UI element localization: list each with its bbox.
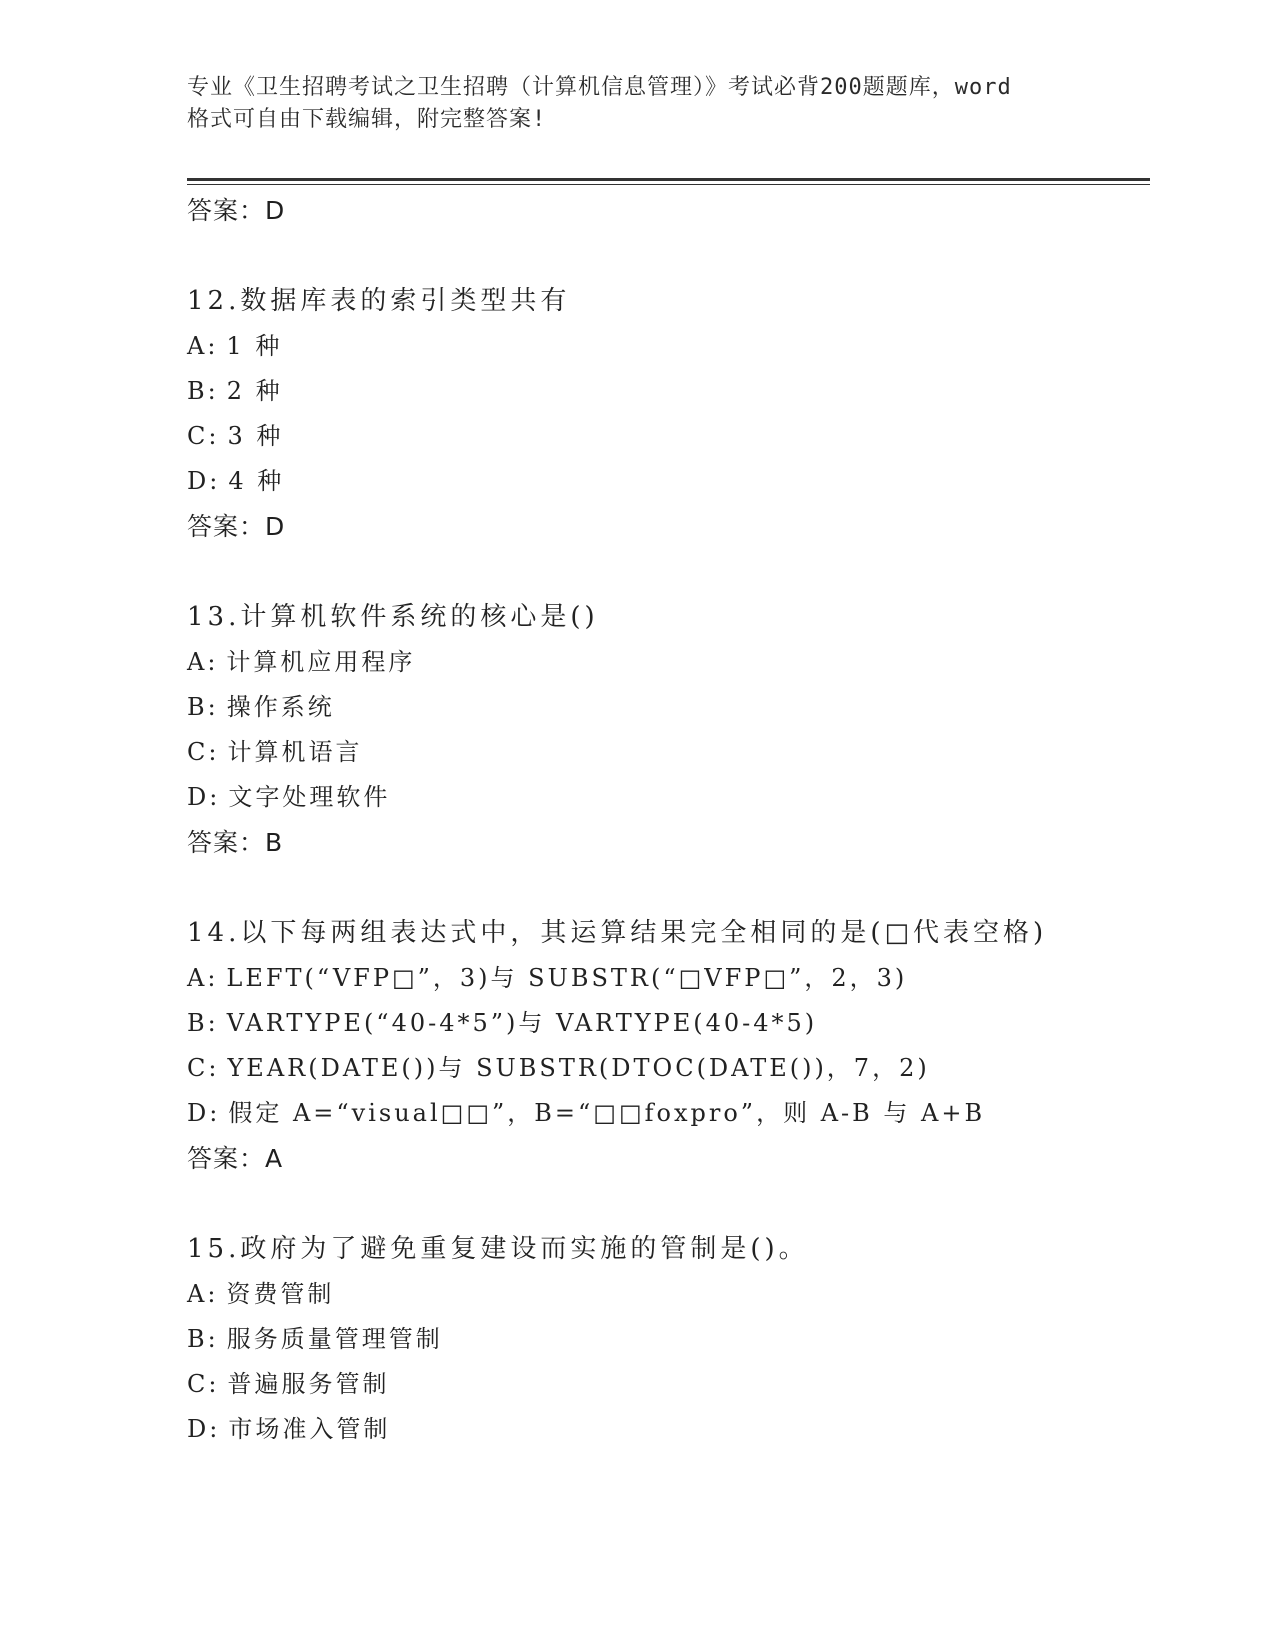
option-d bbox=[187, 775, 1150, 820]
option-d bbox=[187, 1407, 1150, 1452]
option-text: 市场准入管制 bbox=[228, 1415, 391, 1443]
option-key: D: bbox=[187, 467, 221, 495]
option-text: YEAR(DATE())与 SUBSTR(DTOC(DATE())，7，2) bbox=[227, 1054, 930, 1082]
option-text: 资费管制 bbox=[226, 1280, 335, 1308]
option-b bbox=[187, 1001, 1150, 1046]
spacer bbox=[187, 865, 1150, 911]
option-key: D: bbox=[187, 1415, 221, 1443]
option-key: C: bbox=[187, 1370, 220, 1398]
option-text: 文字处理软件 bbox=[228, 783, 391, 811]
header-line-2: 格式可自由下载编辑，附完整答案! bbox=[187, 107, 547, 132]
option-key: A: bbox=[187, 1280, 219, 1308]
option-text: 假定 A=“visual□□”，B=“□□foxpro”，则 A-B 与 A+B bbox=[228, 1099, 986, 1127]
option-key: A: bbox=[187, 964, 219, 992]
option-text: 操作系统 bbox=[226, 693, 335, 721]
option-key: C: bbox=[187, 422, 220, 450]
option-key: A: bbox=[187, 648, 219, 676]
option-d bbox=[187, 1091, 1150, 1136]
option-key: B: bbox=[187, 693, 219, 721]
option-text: 4 种 bbox=[228, 467, 285, 495]
question-block-12 bbox=[187, 279, 1150, 549]
option-text: 计算机应用程序 bbox=[226, 648, 416, 676]
option-text: VARTYPE(“40-4*5”)与 VARTYPE(40-4*5) bbox=[226, 1009, 818, 1037]
option-text: 3 种 bbox=[227, 422, 284, 450]
option-text: LEFT(“VFP□”，3)与 SUBSTR(“□VFP□”，2，3) bbox=[226, 964, 908, 992]
question-stem: 13.计算机软件系统的核心是() bbox=[187, 602, 599, 632]
option-a bbox=[187, 956, 1150, 1001]
option-key: C: bbox=[187, 738, 220, 766]
option-a bbox=[187, 324, 1150, 369]
answer-line: 答案：B bbox=[187, 828, 284, 857]
header-rule-thin bbox=[187, 184, 1150, 185]
option-text: 服务质量管理管制 bbox=[226, 1325, 443, 1353]
option-b bbox=[187, 1317, 1150, 1362]
option-key: D: bbox=[187, 783, 221, 811]
option-c bbox=[187, 1046, 1150, 1091]
option-text: 1 种 bbox=[226, 332, 283, 360]
spacer bbox=[187, 233, 1150, 279]
header-line-1: 专业《卫生招聘考试之卫生招聘（计算机信息管理）》考试必背200题题库，word bbox=[187, 75, 1012, 100]
option-a bbox=[187, 1272, 1150, 1317]
option-c bbox=[187, 414, 1150, 459]
previous-answer: 答案：D bbox=[187, 196, 286, 225]
header-rule-thick bbox=[187, 178, 1150, 181]
option-key: B: bbox=[187, 1325, 219, 1353]
question-block-15 bbox=[187, 1227, 1150, 1452]
document-header bbox=[187, 72, 1087, 136]
question-stem: 15.政府为了避免重复建设而实施的管制是()。 bbox=[187, 1234, 809, 1264]
option-b bbox=[187, 369, 1150, 414]
spacer bbox=[187, 549, 1150, 595]
option-key: C: bbox=[187, 1054, 220, 1082]
question-block-13 bbox=[187, 595, 1150, 865]
option-c bbox=[187, 730, 1150, 775]
option-text: 2 种 bbox=[226, 377, 283, 405]
option-c bbox=[187, 1362, 1150, 1407]
option-a bbox=[187, 640, 1150, 685]
option-key: B: bbox=[187, 1009, 219, 1037]
question-list bbox=[187, 188, 1150, 1452]
option-b bbox=[187, 685, 1150, 730]
option-text: 计算机语言 bbox=[227, 738, 363, 766]
option-d bbox=[187, 459, 1150, 504]
question-stem: 14.以下每两组表达式中，其运算结果完全相同的是(□代表空格) bbox=[187, 918, 1048, 948]
option-key: A: bbox=[187, 332, 219, 360]
question-stem: 12.数据库表的索引类型共有 bbox=[187, 286, 571, 316]
option-key: B: bbox=[187, 377, 219, 405]
question-block-14 bbox=[187, 911, 1150, 1181]
answer-line: 答案：A bbox=[187, 1144, 284, 1173]
option-key: D: bbox=[187, 1099, 221, 1127]
option-text: 普遍服务管制 bbox=[227, 1370, 390, 1398]
spacer bbox=[187, 1181, 1150, 1227]
answer-line: 答案：D bbox=[187, 512, 286, 541]
